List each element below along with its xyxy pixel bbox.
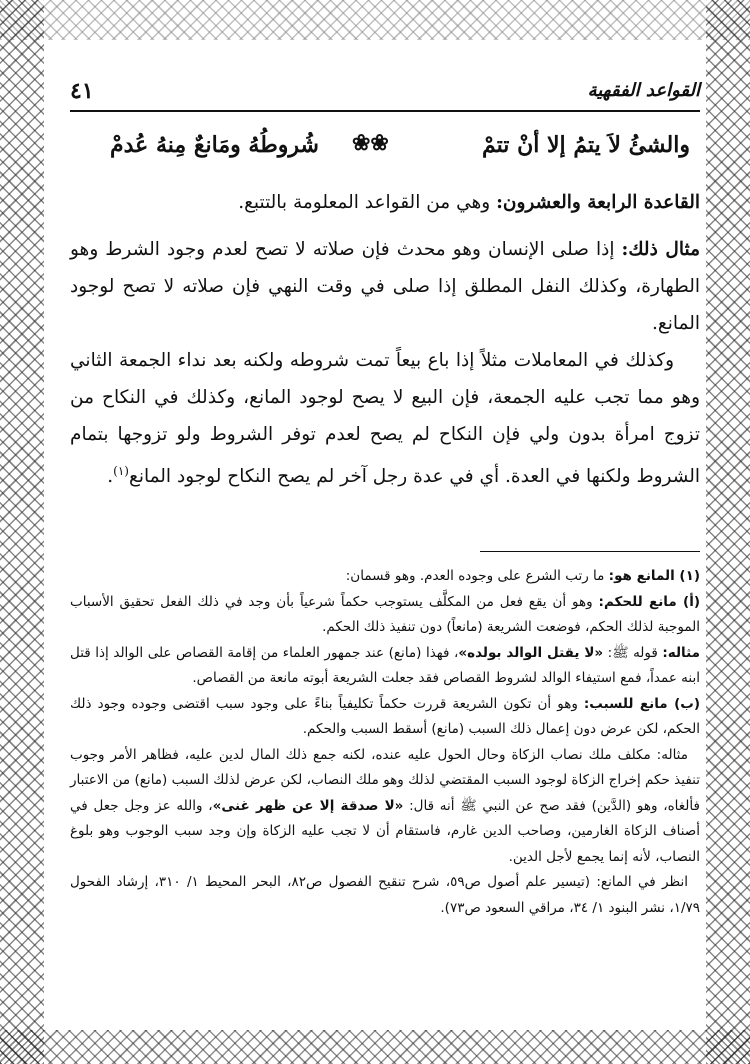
footnote-section-b-example [70, 743, 700, 871]
footnote-references [70, 870, 700, 921]
decorative-border-right [706, 0, 750, 1064]
footnote-section-b [70, 692, 700, 743]
footnote-separator [480, 551, 700, 552]
running-title: القواعد الفقهية [587, 80, 700, 101]
example-label: مثال ذلك: [621, 239, 700, 260]
transactions-paragraph [70, 342, 700, 495]
decorative-border-left [0, 0, 44, 1064]
rule-heading-paragraph [70, 184, 700, 221]
rule-title: القاعدة الرابعة والعشرون: [496, 192, 700, 213]
example-paragraph [70, 231, 700, 342]
footnotes [70, 564, 700, 921]
decorative-border-top [0, 0, 750, 40]
rule-description: وهي من القواعد المعلومة بالتتبع. [238, 192, 497, 213]
section-a-label: (أ) مانع للحكم: [598, 593, 700, 610]
footnote-reference[interactable]: (١) [113, 464, 129, 478]
section-a-text: وهو أن يقع فعل من المكلَّف يستوجب حكماً شرعياً بأن وجد في ذلك الفعل تحقيق الأسباب الموجبة لذلك الحكم، فوضعت الشريعة (مانعاً) دون تنفيذ ذلك الحكم. [70, 593, 700, 635]
section-a-hadith-quote: «لا يقتل الوالد بولده» [458, 644, 604, 661]
section-a-example-label: مثاله: [662, 644, 700, 661]
paragraph-end: . [107, 466, 114, 488]
footnote-section-a-example [70, 641, 700, 692]
verse-second-hemistich: شُروطُهُ ومَانعٌ مِنهُ عُدمْ [110, 132, 319, 158]
page-number: ٤١ [70, 78, 94, 104]
header-rule [70, 110, 700, 112]
references-text: انظر في المانع: (تيسير علم أصول ص٥٩، شرح تنقيح الفصول ص٨٢، البحر المحيط ١/ ٣١٠، إرشاد الفحول ١/٧٩، نشر البنود ١/ ٣٤، مراقي السعود ص٧٣). [70, 874, 700, 916]
section-b-example-text-1: مثاله: مكلف ملك نصاب الزكاة وحال الحول عليه عنده، لكنه جمع ذلك المال لدين عليه، فظاهر الأمر وجوب تنفيذ حكم إخراج الزكاة لوجود السبب المقتضي لذلك وهو ملك النصاب، لكن عرض لذلك السبب (مانع) من الاعتبار فألغاه، وهو (الدَّين) فقد صح عن النبي ﷺ أنه قال: [70, 746, 700, 814]
main-text [70, 184, 700, 495]
section-b-example-text-2: ، والله عز وجل جعل في أصناف الزكاة الغارمين، وصاحب الدين غارم، فاستقام أن لا تجب عليه الزكاة وإن وجد سبب الوجوب وهو بلوغ النصاب، لأنه إنما يجمع لأجل الدين. [70, 797, 700, 865]
section-b-text: وهو أن تكون الشريعة قررت حكماً تكليفياً بناءً على وجود سبب اقتضى وجوده وجود ذلك الحكم، لكن عرض دون إعمال ذلك السبب (مانع) أسقط السبب والحكم. [70, 695, 700, 737]
footnote-1-text: ما رتب الشرع على وجوده العدم. وهو قسمان: [345, 568, 609, 584]
section-b-label: (ب) مانع للسبب: [583, 695, 700, 712]
transactions-text: وكذلك في المعاملات مثلاً إذا باع بيعاً تمت شروطه ولكنه بعد نداء الجمعة الثاني وهو مما تجب عليه الجمعة، فإن البيع لا يصح لوجود المانع، وكذلك في النكاح من تزوج امرأة بدون ولي فإن النكاح لم يصح لعدم توفر الشروط ولو تزوجها بتمام الشروط ولكنها في العدة. أي في عدة رجل آخر لم يصح النكاح لوجود المانع [70, 350, 701, 488]
footnote-section-a [70, 590, 700, 641]
decorative-border-bottom [0, 1030, 750, 1064]
poetry-verse [70, 128, 700, 168]
footnote-1-label: (١) المانع هو: [608, 568, 700, 584]
book-page [50, 36, 700, 1026]
example-text: إذا صلى الإنسان وهو محدث فإن صلاته لا تصح لعدم وجود الشرط وهو الطهارة، وكذلك النفل المطلق إذا صلى في وقت النهي فإن صلاته لا تصح لوجود المانع. [70, 239, 700, 334]
page-header [70, 78, 700, 108]
section-a-example-pre: قوله ﷺ: [603, 644, 663, 661]
footnote-1 [70, 564, 700, 590]
verse-first-hemistich: والشئُ لاَ يتمُ إلا أنْ تتمْ [482, 132, 690, 158]
section-a-example-text: ، فهذا (مانع) عند جمهور العلماء من إقامة القصاص على الوالد إذا قتل ابنه عمداً، فمع استيفاء الوالد لشروط القصاص فقد جعلت الشريعة أبوته مانعة من القصاص. [70, 644, 700, 686]
verse-separator-ornament: ❀❀ [352, 130, 389, 156]
section-b-hadith-quote: «لا صدقة إلا عن ظهر غنى» [212, 797, 404, 814]
